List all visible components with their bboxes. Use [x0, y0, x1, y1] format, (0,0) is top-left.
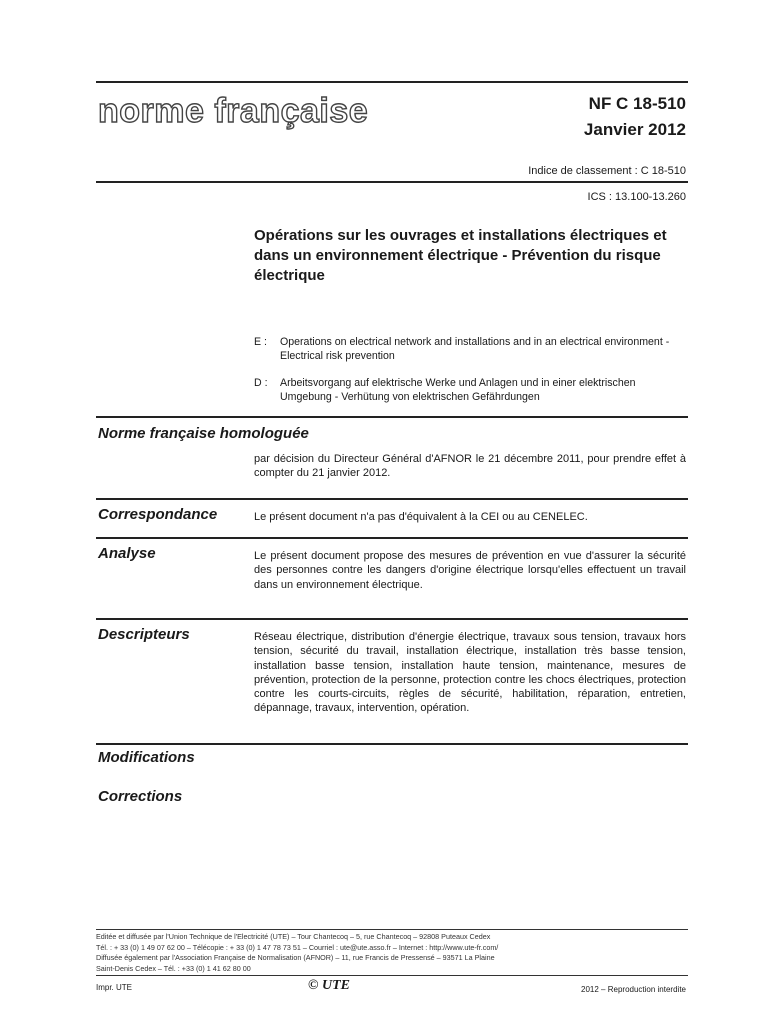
- ute-logo: © UTE: [308, 978, 350, 993]
- norm-reference: [584, 91, 686, 143]
- section-rule: [96, 537, 688, 539]
- section-heading-correspondance: Correspondance: [98, 506, 218, 523]
- footer-line: Editée et diffusée par l'Union Technique de l'Electricité (UTE) – Tour Chantecoq – 5, rue Chantecoq – 92808 Puteaux Cedex: [96, 932, 491, 941]
- section-heading-modifications: Modifications: [98, 749, 195, 766]
- translation-english: [254, 335, 688, 363]
- footer-rule: [96, 975, 688, 976]
- section-text-descripteurs: Réseau électrique, distribution d'énergie électrique, travaux sous tension, travaux hors tension, sécurité du travail, installation électrique, installation très basse tension, installation basse tension, installation haute tension, maintenance, mesures de prévention, protection de la personne, protection contre les chocs électriques, protection contre les courts-circuits, règles de sécurité, habilitation, réparation, entretien, dépannage, travaux, intervention, opération.: [254, 631, 686, 715]
- footer-rule: [96, 929, 688, 930]
- section-rule: [96, 498, 688, 500]
- top-rule: [96, 81, 688, 83]
- printer-credit: Impr. UTE: [96, 983, 133, 992]
- section-rule: [96, 743, 688, 745]
- classement-index: Indice de classement : C 18-510: [528, 165, 686, 177]
- section-heading-analyse: Analyse: [98, 545, 156, 562]
- translation-key: E :: [254, 336, 267, 348]
- footer-line: Diffusée également par l'Association Française de Normalisation (AFNOR) – 11, rue Francis de Pressensé – 93571 La Plaine: [96, 953, 495, 963]
- norm-code: NF C 18-510: [588, 94, 686, 113]
- section-text-correspondance: Le présent document n'a pas d'équivalent à la CEI ou au CENELEC.: [254, 511, 588, 523]
- norm-date: Janvier 2012: [583, 120, 686, 139]
- brand-logo: norme française: [98, 92, 369, 130]
- section-heading-corrections: Corrections: [98, 788, 183, 805]
- footer-line: Saint-Denis Cedex – Tél. : +33 (0) 1 41 62 80 00: [96, 963, 251, 973]
- section-rule: [96, 416, 688, 418]
- ics-code: ICS : 13.100-13.260: [587, 191, 686, 203]
- section-rule: [96, 618, 688, 620]
- header-rule: [96, 181, 688, 183]
- translation-text: Arbeitsvorgang auf elektrische Werke und Anlagen und in einer elektrischen Umgebung - Verhütung von elektrischen Gefährdungen: [280, 377, 636, 403]
- footer-line: Tél. : + 33 (0) 1 49 07 62 00 – Télécopie : + 33 (0) 1 47 78 73 51 – Courriel : ute@ute.asso.fr – Internet : http://www.ute-fr.com/: [96, 942, 499, 952]
- document-title: Opérations sur les ouvrages et installations électriques et dans un environnement électrique - Prévention du risque électrique: [254, 227, 667, 284]
- section-heading-descripteurs: Descripteurs: [98, 626, 190, 643]
- translation-key: D :: [254, 377, 268, 389]
- section-text-analyse: Le présent document propose des mesures de prévention en vue d'assurer la sécurité des personnes contre les dangers d'origine électrique lorsqu'elles effectuent un travail dans un environnement électrique.: [254, 550, 686, 591]
- translation-text: Operations on electrical network and installations and in an electrical environment - Electrical risk prevention: [280, 336, 670, 362]
- translation-german: [254, 376, 688, 404]
- section-heading-homologuee: Norme française homologuée: [98, 425, 309, 442]
- footer-publisher-info: [96, 932, 686, 974]
- reproduction-notice: 2012 – Reproduction interdite: [581, 985, 686, 994]
- section-text-homologuee: par décision du Directeur Général d'AFNOR le 21 décembre 2011, pour prendre effet à compter du 21 janvier 2012.: [254, 453, 686, 480]
